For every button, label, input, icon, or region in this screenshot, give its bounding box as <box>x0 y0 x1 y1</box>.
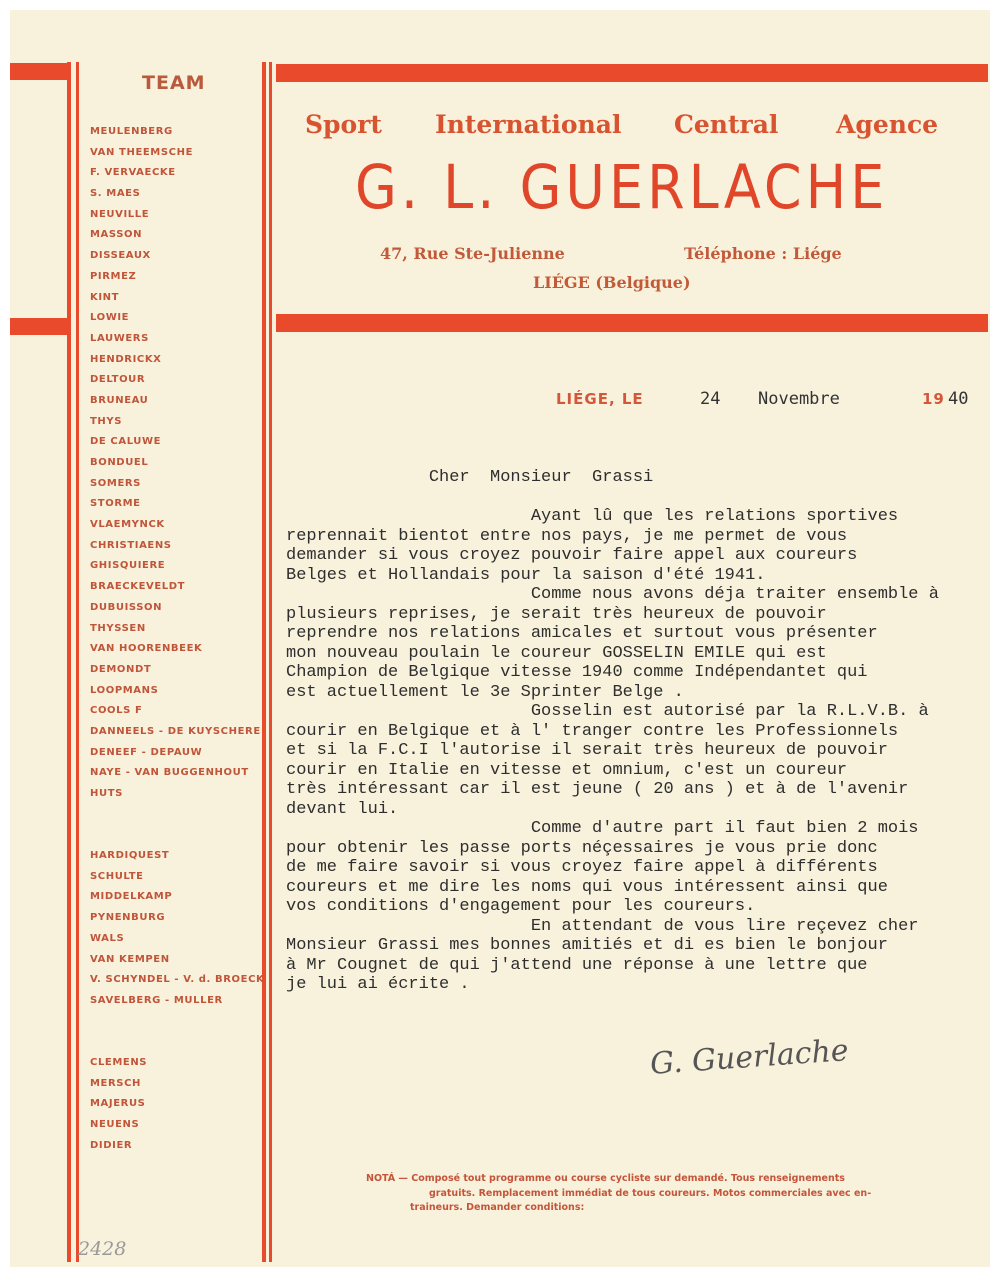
team-member: PYNENBURG <box>90 912 166 924</box>
letter-line: Ayant lû que les relations sportives <box>286 507 899 526</box>
team-member: STORME <box>90 498 141 510</box>
team-member: VAN KEMPEN <box>90 953 170 965</box>
team-member: NAYE - VAN BUGGENHOUT <box>90 767 249 779</box>
slogan-word: Central <box>674 110 779 139</box>
date-month: Novembre <box>758 389 840 409</box>
team-member: PIRMEZ <box>90 270 137 282</box>
letter-line: je lui ai écrite . <box>286 975 470 994</box>
team-member: DENEEF - DEPAUW <box>90 746 203 758</box>
team-member: F. VERVAECKE <box>90 167 176 179</box>
letter-line: à Mr Cougnet de qui j'attend une réponse à une lettre que <box>286 955 868 975</box>
letter-line: et si la F.C.I l'autorise il serait très heureux de pouvoir <box>286 741 888 760</box>
team-member: THYS <box>90 415 123 427</box>
letter-line: Gosselin est autorisé par la R.L.V.B. à <box>286 702 929 721</box>
telephone: Téléphone : Liége <box>684 244 842 263</box>
team-list <box>90 126 264 1160</box>
letter-line: courir en Italie en vitesse et omnium, c'est un coureur <box>286 760 848 780</box>
team-member: BRUNEAU <box>90 394 149 406</box>
letter-line: coureurs et me dire les noms qui vous intéressent ainsi que <box>286 877 888 897</box>
team-member: GHISQUIERE <box>90 560 166 572</box>
team-member: DUBUISSON <box>90 601 163 613</box>
border-bar <box>276 314 988 332</box>
team-member: DE CALUWE <box>90 436 162 448</box>
letter-line: Cher Monsieur Grassi <box>286 468 654 487</box>
letter-line: devant lui. <box>286 799 399 819</box>
border-line <box>269 62 272 1262</box>
team-member: MIDDELKAMP <box>90 891 173 903</box>
slogan-word: International <box>435 110 622 139</box>
border-line <box>67 62 71 1262</box>
team-member: VLAEMYNCK <box>90 519 165 531</box>
street-address: 47, Rue Ste-Julienne <box>380 244 565 263</box>
team-member: SCHULTE <box>90 870 144 882</box>
team-member: DIDIER <box>90 1139 133 1151</box>
nota-line: traineurs. Demander conditions: <box>410 1202 585 1213</box>
letter-line <box>286 488 939 508</box>
team-member: MAJERUS <box>90 1098 146 1110</box>
letter-line: Monsieur Grassi mes bonnes amitiés et di es bien le bonjour <box>286 936 888 955</box>
team-member: S. MAES <box>90 188 141 200</box>
letter-line: courir en Belgique et à l' tranger contre les Professionnels <box>286 721 899 741</box>
team-member: SAVELBERG - MULLER <box>90 994 223 1006</box>
reference-number: 2428 <box>78 1238 127 1260</box>
team-member: LOWIE <box>90 312 130 324</box>
border-bar <box>10 318 68 335</box>
date-year-printed: 19 <box>922 390 945 408</box>
city: LIÉGE (Belgique) <box>533 273 691 292</box>
team-member: CLEMENS <box>90 1056 148 1068</box>
date-year-typed: 40 <box>948 389 969 409</box>
team-member: MERSCH <box>90 1077 141 1089</box>
team-member: LAUWERS <box>90 332 149 344</box>
team-member: HARDIQUEST <box>90 850 170 862</box>
team-member: DANNEELS - DE KUYSCHERE <box>90 725 261 737</box>
team-member: SOMERS <box>90 477 141 489</box>
team-member: VAN THEEMSCHE <box>90 146 193 158</box>
letter-line: En attendant de vous lire reçevez cher <box>286 916 919 936</box>
nota-footer <box>366 1172 871 1216</box>
border-line <box>76 62 79 1262</box>
team-member: MASSON <box>90 229 143 241</box>
team-member: VAN HOORENBEEK <box>90 643 203 655</box>
company-name: G. L. GUERLACHE <box>355 152 889 223</box>
letter-line: de me faire savoir si vous croyez faire appel à différents <box>286 858 878 877</box>
letter-line: Comme d'autre part il faut bien 2 mois <box>286 819 919 838</box>
letter-line: reprennait bientot entre nos pays, je me permet de vous <box>286 526 848 546</box>
nota-line: gratuits. Remplacement immédiat de tous coureurs. Motos commerciales avec en- <box>429 1187 872 1199</box>
date-day: 24 <box>700 389 721 409</box>
spacer <box>90 1036 264 1057</box>
letter-line: demander si vous croyez pouvoir faire appel aux coureurs <box>286 546 858 565</box>
letter-line: mon nouveau poulain le coureur GOSSELIN EMILE qui est <box>286 643 827 663</box>
slogan-word: Sport <box>305 110 382 139</box>
team-title: TEAM <box>142 72 206 94</box>
team-member: BONDUEL <box>90 457 149 468</box>
letter-line: est actuellement le 3e Sprinter Belge . <box>286 682 684 702</box>
letter-line: vos conditions d'engagement pour les coureurs. <box>286 897 756 916</box>
team-member: THYSSEN <box>90 622 146 634</box>
team-member: HENDRICKX <box>90 353 162 365</box>
team-member: HUTS <box>90 788 123 799</box>
team-member: DISSEAUX <box>90 250 151 262</box>
spacer <box>90 829 264 850</box>
nota-line: NOTÁ — Composé tout programme ou course cycliste sur demandé. Tous renseignements <box>366 1173 845 1184</box>
spacer <box>90 1016 264 1037</box>
team-member: V. SCHYNDEL - V. d. BROECK <box>90 974 265 986</box>
team-member: MEULENBERG <box>90 126 173 137</box>
team-member: WALS <box>90 932 125 944</box>
team-member: DELTOUR <box>90 374 146 386</box>
team-member: KINT <box>90 291 120 303</box>
spacer <box>90 809 264 830</box>
team-member: NEUVILLE <box>90 208 150 220</box>
team-member: DEMONDT <box>90 663 152 675</box>
team-member: LOOPMANS <box>90 684 159 696</box>
letter-line: Comme nous avons déja traiter ensemble à <box>286 585 939 604</box>
border-bar <box>276 64 988 82</box>
letter-line: Champion de Belgique vitesse 1940 comme Indépendantet qui <box>286 663 868 682</box>
signature-text: G. Guerlache <box>649 1033 850 1082</box>
date-place: LIÉGE, LE <box>556 390 644 408</box>
team-member: CHRISTIAENS <box>90 539 172 551</box>
letter-line: plusieurs reprises, je serait très heureux de pouvoir <box>286 604 827 624</box>
letter-line: pour obtenir les passe ports néçessaires je vous prie donc <box>286 838 878 858</box>
slogan-word: Agence <box>836 110 939 139</box>
letter-line: très intéressant car il est jeune ( 20 ans ) et à de l'avenir <box>286 780 909 799</box>
border-bar <box>10 63 68 80</box>
team-member: COOLS F <box>90 705 143 717</box>
letter-body <box>286 468 939 995</box>
letter-line: Belges et Hollandais pour la saison d'été 1941. <box>286 565 766 585</box>
team-member: NEUENS <box>90 1119 140 1130</box>
team-member: BRAECKEVELDT <box>90 581 186 593</box>
letter-line: reprendre nos relations amicales et surtout vous présenter <box>286 624 878 643</box>
